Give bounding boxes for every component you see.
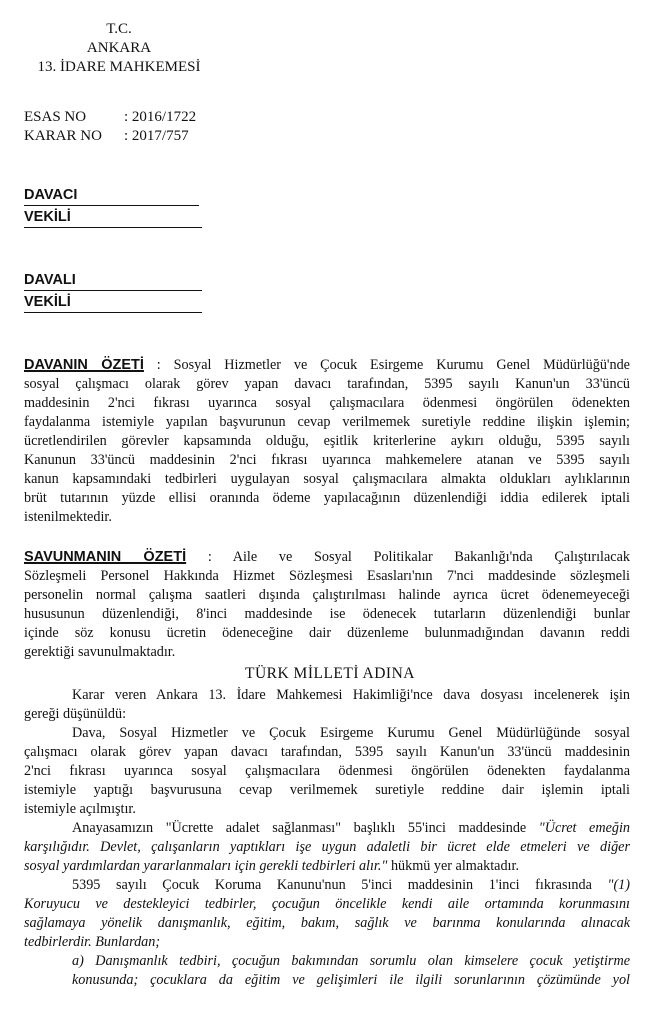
summary-line: faydalanma istemiyle yapılan başvurunun cevap verilmemek suretiyle reddine ilişkin işlemin; xyxy=(24,414,630,430)
body-line: sağlamaya yönelik danışmanlık, eğitim, bakım, sağlık ve barınma konularında alınacak xyxy=(24,915,630,931)
body-line: Dava, Sosyal Hizmetler ve Çocuk Esirgeme Kurumu Genel Müdürlüğünde sosyal xyxy=(72,725,630,741)
summary-line: Kanunun 33'üncü maddesinin 2'nci fıkrası uyarınca mahkemelere atanan ve 5395 sayılı xyxy=(24,452,630,468)
davaci-label: DAVACI xyxy=(24,186,199,206)
law-text: 5395 sayılı Çocuk Koruma Kanunu'nun 5'inci maddesinin 1'inci fıkrasında xyxy=(72,877,608,893)
esas-row xyxy=(24,108,196,127)
defense-line: içinde söz konusu ücretin ödeneceğine dair düzenleme bulunmadığından davanın reddi xyxy=(24,625,630,641)
body-line: istemiyle yaptığı başvurusuna cevap verilmemek suretiyle reddine dair işlemin iptali xyxy=(24,782,630,798)
defense-line: personelin normal çalışma saatleri dışında çalıştırılması halinde ayrıca ücret ödenemeyeceği xyxy=(24,587,630,603)
summary-first-text: Sosyal Hizmetler ve Çocuk Esirgeme Kurumu Genel Müdürlüğü'nde xyxy=(173,357,630,373)
summary-line: istenilmektedir. xyxy=(24,509,112,525)
constitution-quote-end: sosyal yardımlardan yararlanmaları için gerekli tedbirleri alır." xyxy=(24,858,388,874)
defense-separator: : xyxy=(186,549,233,565)
court-name: 13. İDARE MAHKEMESİ xyxy=(37,59,201,75)
summary-line: sosyal çalışmacı olarak görev yapan davacı tarafından, 5395 sayılı Kanun'un 33'üncü xyxy=(24,376,630,392)
karar-value: : 2017/757 xyxy=(124,128,189,144)
summary-line: maddesinin 2'nci fıkrası uyarınca sosyal çalışmacılara ödenmesi öngörülen ödenekten xyxy=(24,395,630,411)
summary-line: kanun kapsamındaki tedbirleri uygulayan sosyal çalışmacılara almakta oldukları aylıklarının xyxy=(24,471,630,487)
defense-summary xyxy=(24,548,630,662)
defense-line: gerektiği savunulmaktadır. xyxy=(24,644,176,660)
body-line: Koruyucu ve destekleyici tedbirler, çocuğun öncelikle kendi aile ortamında korunmasını xyxy=(24,896,630,912)
body-line: istemiyle açılmıştır. xyxy=(24,801,136,817)
plaintiff-block xyxy=(24,186,202,230)
body-line: konusunda; çocuklara da eğitim ve gelişimleri ile ilgili sorunlarının çözümünde yol xyxy=(72,972,630,988)
summary-line: brüt tutarının yüzde ellisi oranında ödeme yapılacağının düzenlendiği iddia edilerek iptali xyxy=(24,490,630,506)
claim-summary xyxy=(24,356,630,527)
decision-body xyxy=(24,686,630,990)
law-quote-start: "(1) xyxy=(607,877,630,893)
defense-line xyxy=(24,548,630,567)
karar-label: KARAR NO xyxy=(24,128,102,144)
defense-title: SAVUNMANIN ÖZETİ xyxy=(24,549,187,565)
body-line: 2'nci fıkrası uyarınca sosyal çalışmacılara ödenmesi öngörülen ödenekten faydalanma xyxy=(24,763,630,779)
case-info xyxy=(24,108,196,146)
country-abbrev: T.C. xyxy=(106,21,132,37)
constitution-text: Anayasamızın "Ücrette adalet sağlanması" başlıklı 55'inci maddesinde xyxy=(72,820,539,836)
court-header xyxy=(24,20,214,77)
body-line xyxy=(24,819,630,838)
body-line xyxy=(24,876,630,895)
summary-line xyxy=(24,356,630,375)
summary-separator: : xyxy=(143,357,174,373)
defendant-vekili-label: VEKİLİ xyxy=(24,293,202,313)
body-line: tedbirlerdir. Bunlardan; xyxy=(24,934,161,950)
summary-line: ücretlendirilen görevler kapsamında olduğu, eşitlik kriterlerine aykırı olduğu, 5395 sayılı xyxy=(24,433,630,449)
constitution-quote: "Ücret emeğin xyxy=(538,820,630,836)
plaintiff-vekili-label: VEKİLİ xyxy=(24,208,202,228)
defendant-block xyxy=(24,271,202,315)
summary-title: DAVANIN ÖZETİ xyxy=(24,357,144,373)
body-line: çalışmacı olarak görev yapan davacı tarafından, 5395 sayılı Kanun'un 33'üncü maddesinin xyxy=(24,744,630,760)
body-line: karşılığıdır. Devlet, çalışanların yaptıkları işe uygun adaletli bir ücret elde etmeleri ve diğer xyxy=(24,839,630,855)
city-name: ANKARA xyxy=(86,40,152,56)
esas-value: : 2016/1722 xyxy=(124,109,197,125)
body-line: Karar veren Ankara 13. İdare Mahkemesi Hakimliği'nce dava dosyası incelenerek işin xyxy=(72,687,630,703)
davali-label: DAVALI xyxy=(24,271,202,291)
esas-label: ESAS NO xyxy=(24,109,87,125)
defense-first-text: Aile ve Sosyal Politikalar Bakanlığı'nda Çalıştırılacak xyxy=(232,549,630,565)
body-line: a) Danışmanlık tedbiri, çocuğun bakımından sorumlu olan kimselere çocuk yetiştirme xyxy=(72,953,630,969)
defense-line: hususunun düzenlendiği, 8'inci maddesinde ise ödenecek tutarların düzenlendiği bunlar xyxy=(24,606,630,622)
body-line xyxy=(24,857,630,876)
body-line: gereği düşünüldü: xyxy=(24,706,127,722)
karar-row xyxy=(24,127,196,146)
constitution-tail: hükmü yer almaktadır. xyxy=(387,858,519,874)
decision-heading: TÜRK MİLLETİ ADINA xyxy=(244,665,415,682)
defense-line: Sözleşmeli Personel Hakkında Hizmet Sözleşmesi Esasları'nın 7'nci maddesinde sözleşmeli xyxy=(24,568,630,584)
